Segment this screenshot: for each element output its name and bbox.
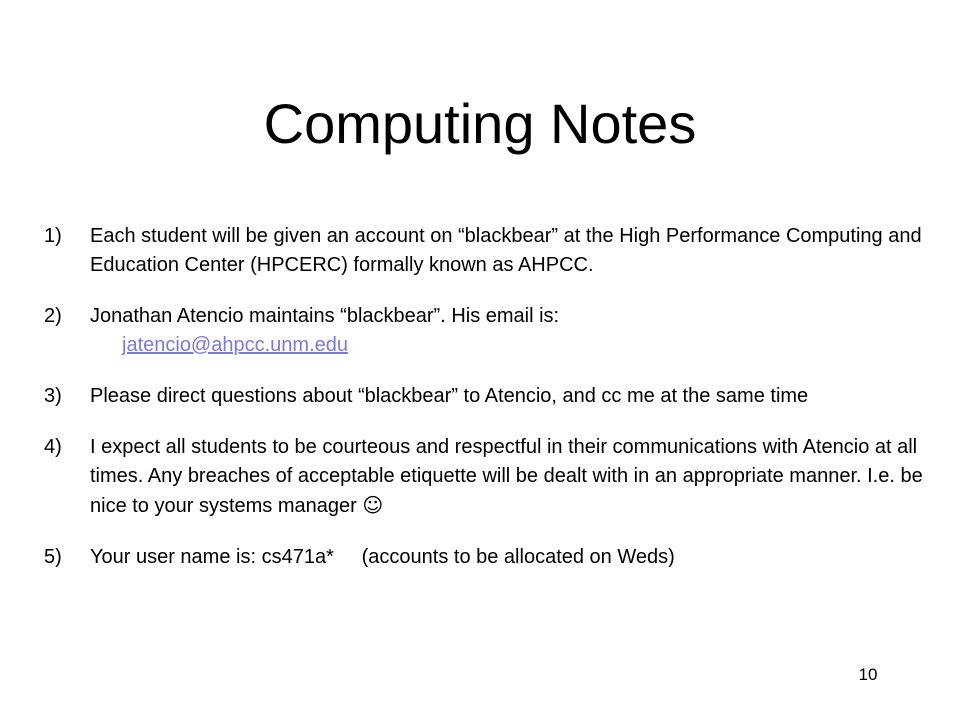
slide-title: Computing Notes: [263, 92, 697, 155]
email-line: [90, 331, 924, 360]
note-text: Please direct questions about “blackbear” to Atencio, and cc me at the same time: [90, 385, 809, 407]
note-item-3: [44, 382, 924, 411]
note-text: Jonathan Atencio maintains “blackbear”. His email is:: [90, 305, 560, 327]
note-item-4: [44, 433, 924, 521]
note-text: Each student will be given an account on “blackbear” at the High Performance Computing and Education Center (HPCERC) formally known as AHPCC.: [90, 225, 922, 276]
note-text: Your user name is: cs471a* (accounts to be allocated on Weds): [90, 546, 675, 568]
note-item-2: [44, 302, 924, 360]
note-number: 3): [44, 385, 62, 407]
smiley-icon: ☺: [362, 493, 384, 517]
note-number: 2): [44, 305, 62, 327]
page-number: 10: [858, 665, 878, 684]
note-number: 4): [44, 436, 62, 458]
email-link[interactable]: jatencio@ahpcc.unm.edu: [122, 334, 348, 356]
notes-list: [44, 222, 924, 594]
note-item-5: [44, 543, 924, 572]
note-number: 1): [44, 225, 62, 247]
note-item-1: [44, 222, 924, 280]
note-text-wrapper: [90, 433, 924, 521]
note-text: I expect all students to be courteous and respectful in their communications with Atencio at all times. Any breaches of acceptable etiquette will be dealt with in an appropriate manner. I.e. be nice to your systems manager: [90, 436, 923, 517]
note-number: 5): [44, 546, 62, 568]
